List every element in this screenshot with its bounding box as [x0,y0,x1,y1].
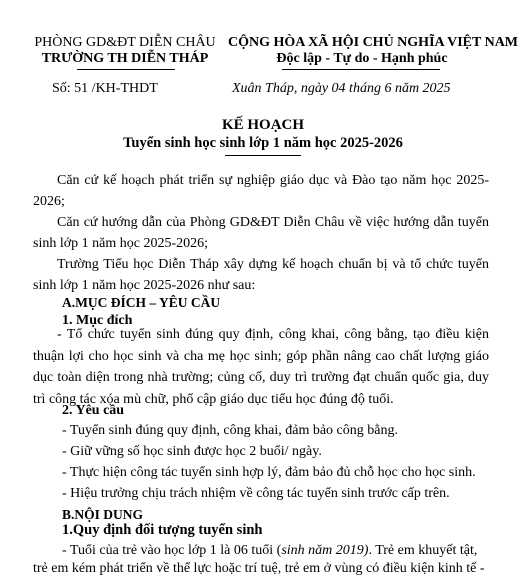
header-left-underline [77,69,175,70]
paragraph-basis-1: Căn cứ kế hoạch phát triển sự nghiệp giáo dục và Đào tạo năm học 2025-2026; [33,173,489,209]
requirement-item: - Giữ vững số học sinh được học 2 buổi/ ngày. [62,444,322,459]
paragraph-basis-2: Căn cứ hướng dẫn của Phòng GD&ĐT Diễn Châu về việc hướng dẫn tuyển sinh lớp 1 năm học 2025-2026; [33,215,489,251]
subtitle-underline [225,155,301,156]
paragraph-intro: Trường Tiểu học Diễn Tháp xây dựng kế hoạch chuẩn bị và tổ chức tuyển sinh lớp 1 năm học 2025-2026 như sau: [33,257,489,293]
heading-requirements: 2. Yêu cầu [62,403,125,418]
date-line: Xuân Tháp, ngày 04 tháng 6 năm 2025 [232,81,451,96]
department-name: PHÒNG GD&ĐT DIỄN CHÂU [34,35,216,50]
requirement-item: - Hiệu trưởng chịu trách nhiệm về công tác tuyển sinh trước cấp trên. [62,486,450,501]
heading-enrollment-subjects: 1.Quy định đối tượng tuyển sinh [62,522,263,538]
section-b-heading: B.NỘI DUNG [62,507,144,522]
age-rule-line: - Tuổi của trẻ vào học lớp 1 là 06 tuổi (sinh năm 2019). Trẻ em khuyết tật, [62,543,478,558]
heading-purpose: 1. Mục đích [62,313,133,328]
document-subtitle: Tuyển sinh học sinh lớp 1 năm học 2025-2026 [123,135,403,151]
school-name: TRƯỜNG TH DIỄN THÁP [41,51,209,66]
header-right-underline [282,69,440,70]
section-a-heading: A.MỤC ĐÍCH – YÊU CẦU [62,295,221,310]
requirement-item: - Tuyển sinh đúng quy định, công khai, đảm bảo công bằng. [62,423,398,438]
age-rule-line-2: trẻ em kém phát triển về thể lực hoặc trí tuệ, trẻ em ở vùng có điều kiện kinh tế - [33,561,485,576]
document-title: KẾ HOẠCH [221,117,305,133]
document-number: Số: 51 /KH-THDT [52,81,158,96]
purpose-text: - Tổ chức tuyển sinh đúng quy định, công khai, công bằng, tạo điều kiện thuận lợi cho học sinh và cha mẹ học sinh; góp phần nâng cao chất lượng giáo dục toàn diện trong nhà trường; củng cố, duy trì trường đạt chuẩn quốc gia, duy trì công tác xóa mù chữ, phổ cập giáo dục tiểu học đúng độ tuổi. [33,327,489,407]
motto: Độc lập - Tự do - Hạnh phúc [276,51,448,66]
header-right [228,35,519,67]
country-name: CỘNG HÒA XÃ HỘI CHỦ NGHĨA VIỆT NAM [228,35,519,50]
requirement-item: - Thực hiện công tác tuyển sinh hợp lý, đảm bảo đủ chỗ học cho học sinh. [62,465,476,480]
header-left [20,35,230,67]
